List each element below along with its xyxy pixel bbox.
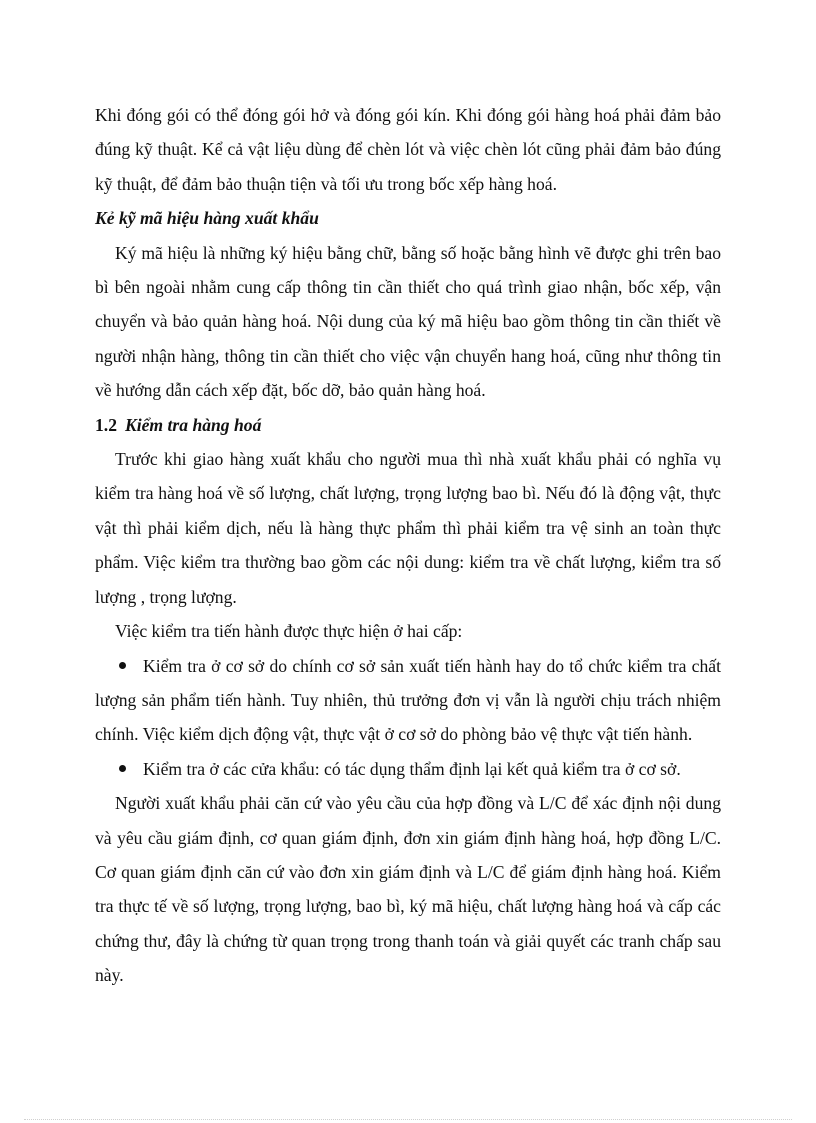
page-bottom-divider — [24, 1119, 792, 1120]
paragraph-inspection: Trước khi giao hàng xuất khẩu cho người mua thì nhà xuất khẩu phải có nghĩa vụ kiểm tra hàng hoá về số lượng, chất lượng, trọng lượng bao bì. Nếu đó là động vật, thực vật thì phải kiểm dịch, nếu là hàng thực phẩm thì phải kiểm tra vệ sinh an toàn thực phẩm. Việc kiểm tra thường bao gồm các nội dung: kiểm tra về chất lượng, kiểm tra số lượng , trọng lượng. — [95, 449, 721, 607]
paragraph-marking: Ký mã hiệu là những ký hiệu bằng chữ, bằng số hoặc bằng hình vẽ được ghi trên bao bì bên ngoài nhằm cung cấp thông tin cần thiết cho quá trình giao nhận, bốc xếp, vận chuyển và bảo quản hàng hoá. Nội dung của ký mã hiệu bao gồm thông tin cần thiết về người nhận hàng, thông tin cần thiết cho việc vận chuyển hang hoá, cũng như thông tin về hướng dẫn cách xếp đặt, bốc dỡ, bảo quản hàng hoá. — [95, 242, 721, 401]
section-title: Kiểm tra hàng hoá — [125, 414, 262, 435]
section-number: 1.2 — [95, 414, 117, 435]
document-body — [95, 98, 721, 993]
bullet-dot-icon — [119, 662, 126, 669]
bullet-item — [95, 752, 721, 786]
bullet-text: Kiểm tra ở các cửa khẩu: có tác dụng thẩm định lại kết quả kiểm tra ở cơ sở. — [143, 758, 681, 779]
heading-marking: Kẻ kỹ mã hiệu hàng xuất khẩu — [95, 208, 319, 229]
paragraph-exporter: Người xuất khẩu phải căn cứ vào yêu cầu của hợp đồng và L/C để xác định nội dung và yêu cầu giám định, cơ quan giám định, đơn xin giám định hàng hoá, hợp đồng L/C. Cơ quan giám định căn cứ vào đơn xin giám định và L/C để giám định hàng hoá. Kiểm tra thực tế về số lượng, trọng lượng, bao bì, ký mã hiệu, chất lượng hàng hoá và cấp các chứng thư, đây là chứng từ quan trọng trong thanh toán và giải quyết các tranh chấp sau này. — [95, 793, 721, 986]
bullet-dot-icon — [119, 765, 126, 772]
paragraph-levels: Việc kiểm tra tiến hành được thực hiện ở hai cấp: — [115, 621, 463, 642]
bullet-text: Kiểm tra ở cơ sở do chính cơ sở sản xuất tiến hành hay do tổ chức kiểm tra chất lượng sản phẩm tiến hành. Tuy nhiên, thủ trưởng đơn vị vẫn là người chịu trách nhiệm chính. Việc kiểm dịch động vật, thực vật ở cơ sở do phòng bảo vệ thực vật tiến hành. — [95, 655, 721, 745]
bullet-item — [95, 649, 721, 752]
section-heading — [95, 408, 721, 442]
paragraph-packing: Khi đóng gói có thể đóng gói hở và đóng gói kín. Khi đóng gói hàng hoá phải đảm bảo đúng kỹ thuật. Kể cả vật liệu dùng để chèn lót và việc chèn lót cũng phải đảm bảo đúng kỹ thuật, để đảm bảo thuận tiện và tối ưu trong bốc xếp hàng hoá. — [95, 105, 721, 194]
